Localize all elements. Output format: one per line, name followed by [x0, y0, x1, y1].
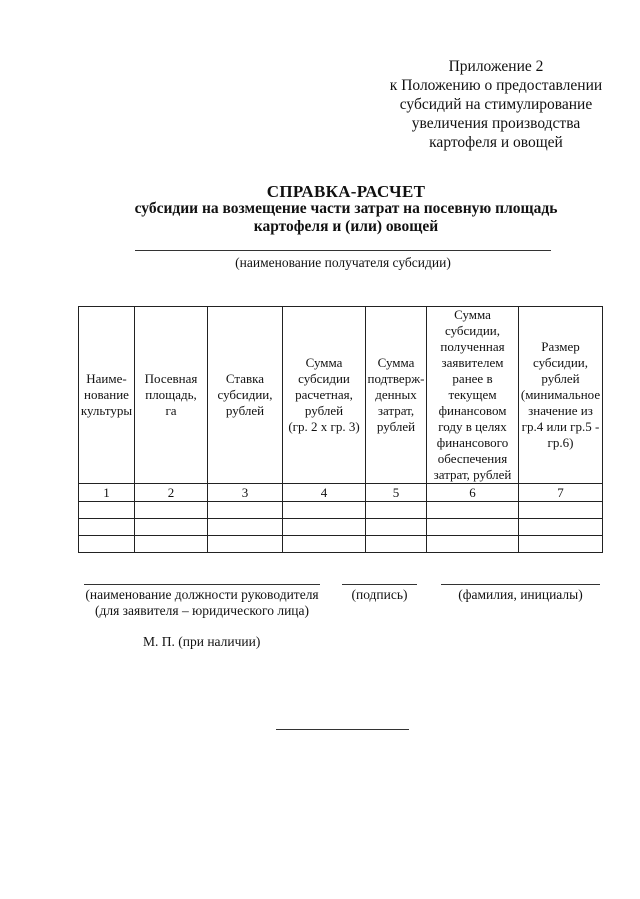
column-number: 2	[135, 484, 208, 502]
table-cell	[208, 536, 283, 553]
column-number-row	[79, 484, 603, 502]
header-subsidy-amount: Размер субсидии, рублей (минимальное значение из гр.4 или гр.5 - гр.6)	[519, 307, 603, 484]
appendix-line: картофеля и овощей	[429, 134, 563, 151]
table-cell	[283, 519, 366, 536]
closing-separator	[276, 729, 409, 730]
position-signature-line	[84, 584, 320, 585]
header-sown-area: Посевная площадь, га	[135, 307, 208, 484]
appendix-line: к Положению о предоставлении	[389, 77, 603, 94]
subtitle-line-1: субсидии на возмещение части затрат на посевную площадь	[134, 200, 558, 217]
table-cell	[135, 519, 208, 536]
appendix-line: Приложение 2	[448, 58, 544, 75]
table-cell	[427, 536, 519, 553]
document-title: СПРАВКА-РАСЧЕТ	[266, 182, 426, 201]
table-cell	[519, 519, 603, 536]
table-cell	[366, 536, 427, 553]
stamp-place: М. П. (при наличии)	[143, 634, 261, 649]
recipient-caption: (наименование получателя субсидии)	[235, 255, 451, 270]
table-row	[79, 536, 603, 553]
header-confirmed-costs: Сумма подтверж- денных затрат, рублей	[366, 307, 427, 484]
table-cell	[79, 536, 135, 553]
table-row	[79, 502, 603, 519]
signature-caption: (подпись)	[351, 587, 408, 602]
header-subsidy-rate: Ставка субсидии, рублей	[208, 307, 283, 484]
table-cell	[79, 519, 135, 536]
table-cell	[135, 502, 208, 519]
table-cell	[427, 519, 519, 536]
position-caption: (наименование должности руководителя (для заявителя – юридического лица)	[85, 587, 319, 618]
name-signature-line	[441, 584, 600, 585]
table-header-row	[79, 307, 603, 484]
header-calculated-subsidy: Сумма субсидии расчетная, рублей (гр. 2 х гр. 3)	[283, 307, 366, 484]
table-cell	[366, 519, 427, 536]
appendix-line: субсидий на стимулирование	[399, 96, 593, 113]
table-cell	[366, 502, 427, 519]
table-cell	[519, 536, 603, 553]
column-number: 6	[427, 484, 519, 502]
table-row	[79, 519, 603, 536]
subtitle-line-2: картофеля и (или) овощей	[253, 218, 439, 235]
column-number: 1	[79, 484, 135, 502]
table-cell	[208, 502, 283, 519]
table-cell	[135, 536, 208, 553]
document-subtitle	[0, 200, 640, 236]
header-crop-name: Наиме- нование культуры	[79, 307, 135, 484]
appendix-line: увеличения производства	[411, 115, 581, 132]
recipient-name-line	[135, 250, 551, 251]
signature-line	[342, 584, 417, 585]
table-cell	[79, 502, 135, 519]
calculation-table	[78, 306, 603, 553]
table-cell	[208, 519, 283, 536]
table-cell	[427, 502, 519, 519]
name-caption: (фамилия, инициалы)	[458, 587, 583, 602]
appendix-block	[360, 57, 632, 152]
column-number: 5	[366, 484, 427, 502]
header-previously-received: Сумма субсидии, полученная заявителем ранее в текущем финансовом году в целях финансового обеспечения затрат, рублей	[427, 307, 519, 484]
table-cell	[283, 502, 366, 519]
table-cell	[519, 502, 603, 519]
column-number: 4	[283, 484, 366, 502]
column-number: 3	[208, 484, 283, 502]
column-number: 7	[519, 484, 603, 502]
table-cell	[283, 536, 366, 553]
